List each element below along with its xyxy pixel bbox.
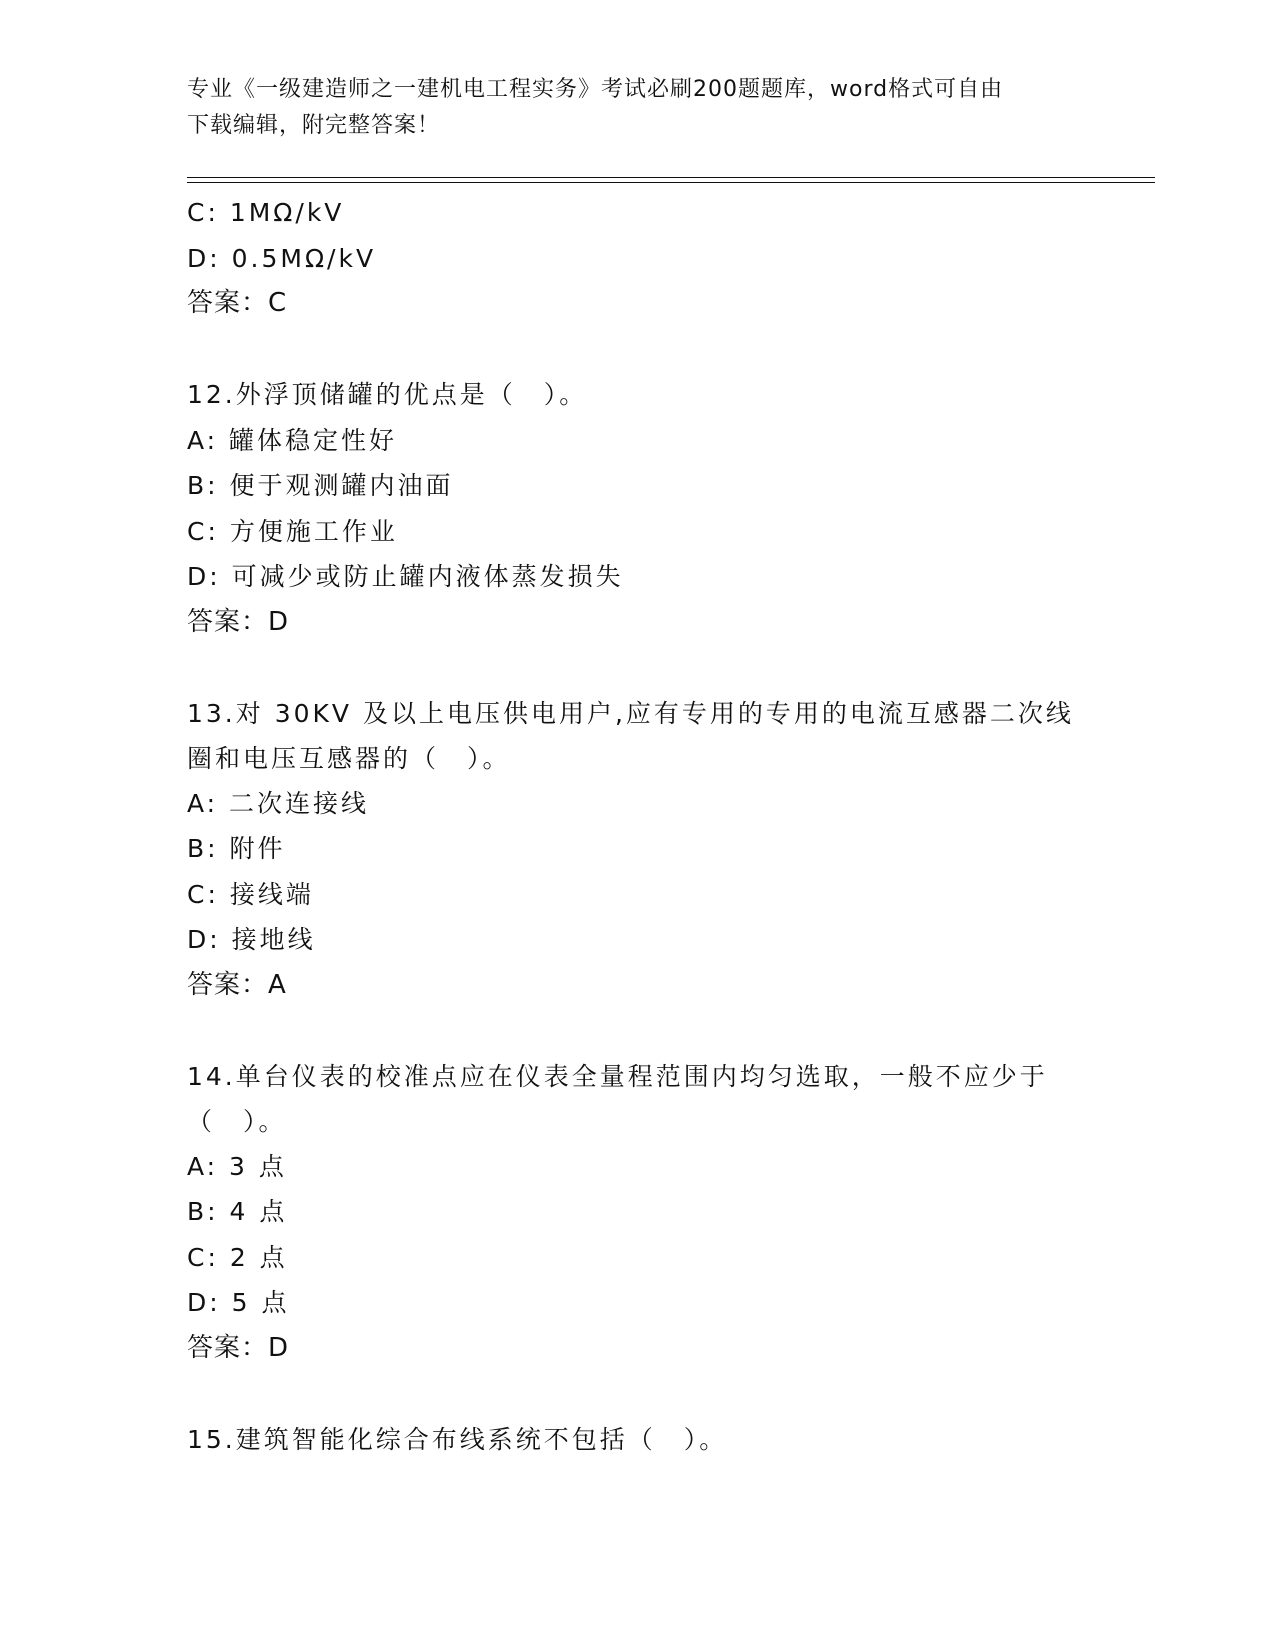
- spacer: [187, 327, 1087, 373]
- option-b: B: 附件: [187, 834, 286, 863]
- question-14: [187, 1054, 1087, 1372]
- spacer: [187, 1008, 1087, 1054]
- spacer: [187, 645, 1087, 691]
- question-12: [187, 372, 1087, 645]
- document-header: [187, 72, 1087, 144]
- question-13: [187, 691, 1087, 1009]
- question-text-line-1: 13.对 30KV 及以上电压供电用户,应有专用的专用的电流互感器二次线: [187, 698, 1074, 728]
- answer: 答案：C: [187, 288, 288, 318]
- question-text: 15.建筑智能化综合布线系统不包括（ ）。: [187, 1424, 728, 1454]
- question-list: [187, 190, 1087, 1462]
- option-d: D: 接地线: [187, 925, 316, 954]
- option-c: C: 接线端: [187, 879, 314, 909]
- question-11: [187, 190, 1087, 327]
- header-divider-bottom: [187, 182, 1155, 183]
- question-text-line-2: （ ）。: [187, 1106, 287, 1136]
- question-text: 12.外浮顶储罐的优点是（ ）。: [187, 380, 588, 409]
- option-c: C: 1MΩ/kV: [187, 198, 345, 227]
- answer: 答案：D: [187, 606, 290, 637]
- option-b: B: 便于观测罐内油面: [187, 471, 454, 500]
- header-line-2: 下载编辑，附完整答案！: [187, 113, 441, 138]
- option-c: C: 2 点: [187, 1242, 288, 1272]
- option-c: C: 方便施工作业: [187, 516, 398, 546]
- header-divider-top: [187, 177, 1155, 178]
- answer: 答案：A: [187, 969, 287, 1000]
- question-text-line-2: 圈和电压互感器的（ ）。: [187, 743, 511, 773]
- option-d: D: 0.5MΩ/kV: [187, 243, 377, 273]
- option-b: B: 4 点: [187, 1197, 288, 1226]
- header-line-1: 专业《一级建造师之一建机电工程实务》考试必刷200题题库，word格式可自由: [187, 77, 1004, 102]
- question-text-line-1: 14.单台仪表的校准点应在仪表全量程范围内均匀选取，一般不应少于: [187, 1061, 1048, 1091]
- option-a: A: 罐体稳定性好: [187, 425, 398, 455]
- answer: 答案：D: [187, 1332, 290, 1363]
- option-d: D: 5 点: [187, 1288, 290, 1317]
- spacer: [187, 1371, 1087, 1417]
- option-a: A: 二次连接线: [187, 788, 370, 818]
- option-d: D: 可减少或防止罐内液体蒸发损失: [187, 562, 624, 591]
- option-a: A: 3 点: [187, 1151, 287, 1181]
- question-15: [187, 1417, 1087, 1463]
